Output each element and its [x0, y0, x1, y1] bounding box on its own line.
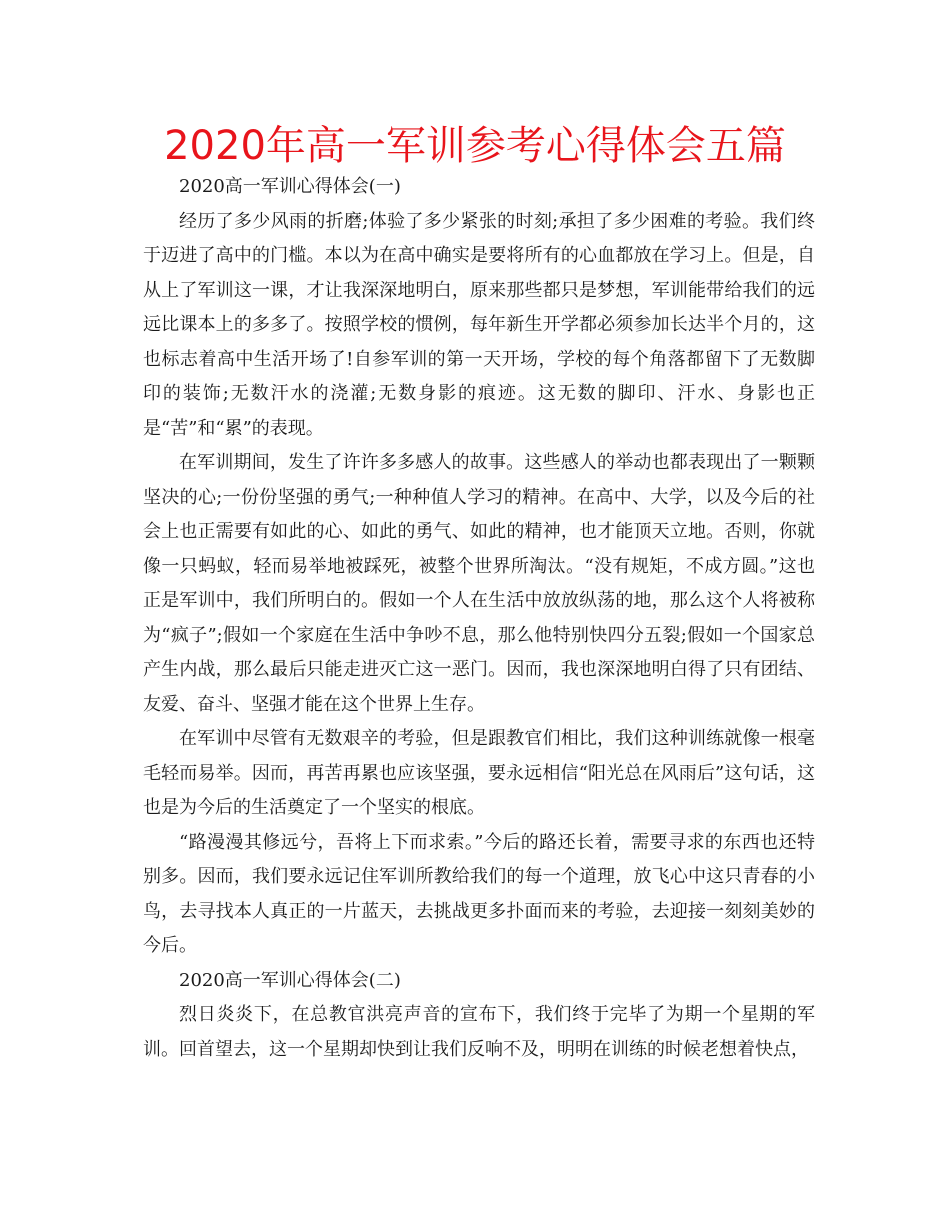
paragraph-2: 在军训期间，发生了许许多多感人的故事。这些感人的举动也都表现出了一颗颗坚决的心;一份份坚强的勇气;一种种值人学习的精神。在高中、大学，以及今后的社会上也正需要有如此的心、如此的勇气、如此的精神，也才能顶天立地。否则，你就像一只蚂蚁，轻而易举地被踩死，被整个世界所淘汰。“没有规矩，不成方圆。”这也正是军训中，我们所明白的。假如一个人在生活中放放纵荡的地，那么这个人将被称为“疯子”;假如一个家庭在生活中争吵不息，那么他特别快四分五裂;假如一个国家总产生内战，那么最后只能走进灭亡这一恶门。因而，我也深深地明白得了只有团结、友爱、奋斗、坚强才能在这个世界上生存。 [143, 452, 815, 715]
paragraph-4: “路漫漫其修远兮，吾将上下而求索。”今后的路还长着，需要寻求的东西也还特别多。因而，我们要永远记住军训所教给我们的每一个道理，放飞心中这只青春的小鸟，去寻找本人真正的一片蓝天，去挑战更多扑面而来的考验，去迎接一刻刻美妙的今后。 [143, 831, 815, 956]
paragraph-1: 经历了多少风雨的折磨;体验了多少紧张的时刻;承担了多少困难的考验。我们终于迈进了高中的门槛。本以为在高中确实是要将所有的心血都放在学习上。但是，自从上了军训这一课，才让我深深地明白，原来那些都只是梦想，军训能带给我们的远远比课本上的多多了。按照学校的惯例，每年新生开学都必须参加长达半个月的，这也标志着高中生活开场了!自参军训的第一天开场，学校的每个角落都留下了无数脚印的装饰;无数汗水的浇灌;无数身影的痕迹。这无数的脚印、汗水、身影也正是“苦”和“累”的表现。 [143, 210, 815, 439]
paragraph-3: 在军训中尽管有无数艰辛的考验，但是跟教官们相比，我们这种训练就像一根毫毛轻而易举。因而，再苦再累也应该坚强，要永远相信“阳光总在风雨后”这句话，这也是为今后的生活奠定了一个坚实的根底。 [143, 728, 815, 818]
document-body [143, 170, 815, 1067]
section-heading-2: 2020高一军训心得体会(二) [179, 969, 401, 991]
section-heading-1: 2020高一军训心得体会(一) [179, 176, 401, 197]
document-title: 2020年高一军训参考心得体会五篇 [164, 123, 786, 169]
paragraph-5: 烈日炎炎下，在总教官洪亮声音的宣布下，我们终于完毕了为期一个星期的军训。回首望去，这一个星期却快到让我们反响不及，明明在训练的时候老想着快点， [143, 1004, 815, 1060]
